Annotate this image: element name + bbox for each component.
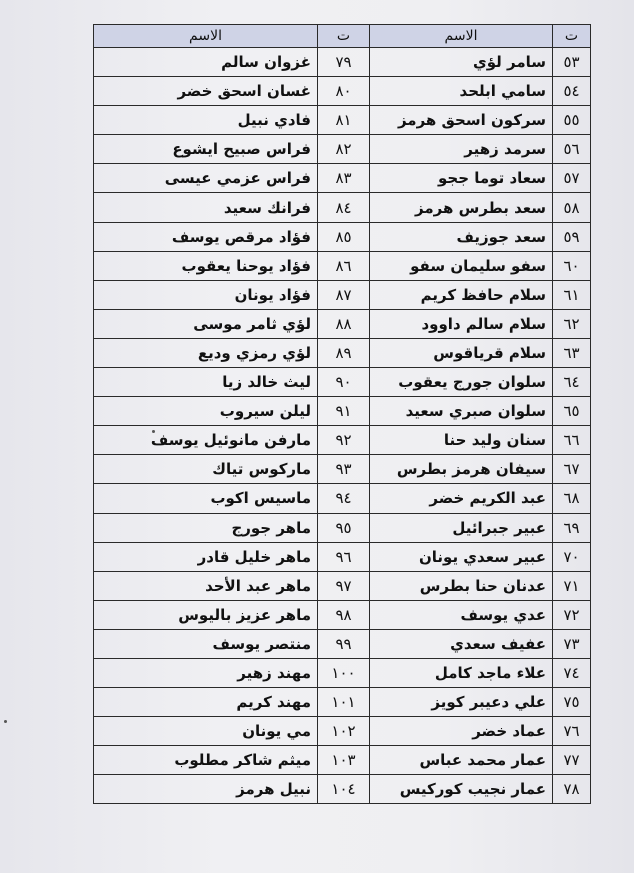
person-name: ماسيس اكوب <box>94 484 318 513</box>
person-name: سلوان جورج يعقوب <box>370 368 553 397</box>
person-name: غسان اسحق خضر <box>94 77 318 106</box>
row-number: ٨٥ <box>318 222 370 251</box>
table-row <box>94 368 591 397</box>
row-number: ٧٣ <box>553 629 591 658</box>
row-number: ١٠٢ <box>318 717 370 746</box>
person-name: سركون اسحق هرمز <box>370 106 553 135</box>
row-number: ١٠١ <box>318 688 370 717</box>
person-name: عفيف سعدي <box>370 629 553 658</box>
table-row <box>94 688 591 717</box>
row-number: ٩٨ <box>318 600 370 629</box>
person-name: سرمد زهير <box>370 135 553 164</box>
table-row <box>94 222 591 251</box>
table-row <box>94 338 591 367</box>
table-row <box>94 455 591 484</box>
row-number: ٧٦ <box>553 717 591 746</box>
row-number: ٦٠ <box>553 251 591 280</box>
person-name: علاء ماجد كامل <box>370 658 553 687</box>
row-number: ٧٩ <box>318 48 370 77</box>
person-name: سلام سالم داوود <box>370 309 553 338</box>
person-name: غزوان سالم <box>94 48 318 77</box>
person-name: سلوان صبري سعيد <box>370 397 553 426</box>
table-row <box>94 135 591 164</box>
table-row <box>94 775 591 804</box>
header-name: الاسم <box>370 25 553 48</box>
table-row <box>94 309 591 338</box>
person-name: عدنان حنا بطرس <box>370 571 553 600</box>
table-row <box>94 658 591 687</box>
row-number: ٦٩ <box>553 513 591 542</box>
person-name: فؤاد يونان <box>94 280 318 309</box>
row-number: ٥٥ <box>553 106 591 135</box>
person-name: لؤي ثامر موسى <box>94 309 318 338</box>
names-table <box>93 24 591 804</box>
row-number: ٥٤ <box>553 77 591 106</box>
row-number: ٦٥ <box>553 397 591 426</box>
person-name: مي يونان <box>94 717 318 746</box>
table-row <box>94 280 591 309</box>
row-number: ٨٦ <box>318 251 370 280</box>
row-number: ٦٨ <box>553 484 591 513</box>
person-name: علي دعيبر كويز <box>370 688 553 717</box>
row-number: ٦٣ <box>553 338 591 367</box>
row-number: ٧٠ <box>553 542 591 571</box>
person-name: فرانك سعيد <box>94 193 318 222</box>
row-number: ٧٢ <box>553 600 591 629</box>
person-name: سعاد توما ججو <box>370 164 553 193</box>
row-number: ٧٥ <box>553 688 591 717</box>
row-number: ٩٥ <box>318 513 370 542</box>
row-number: ٥٩ <box>553 222 591 251</box>
table-row <box>94 717 591 746</box>
table-row <box>94 746 591 775</box>
row-number: ٩٣ <box>318 455 370 484</box>
person-name: عمار نجيب كوركيس <box>370 775 553 804</box>
header-number: ت <box>318 25 370 48</box>
person-name: سيفان هرمز بطرس <box>370 455 553 484</box>
person-name: مهند زهير <box>94 658 318 687</box>
table-row <box>94 571 591 600</box>
table-row <box>94 513 591 542</box>
header-name: الاسم <box>94 25 318 48</box>
person-name: سنان وليد حنا <box>370 426 553 455</box>
person-name: سفو سليمان سفو <box>370 251 553 280</box>
table-row <box>94 77 591 106</box>
row-number: ٥٣ <box>553 48 591 77</box>
person-name: ماهر عزيز باليوس <box>94 600 318 629</box>
speck-mark <box>4 720 7 723</box>
table-row <box>94 48 591 77</box>
row-number: ٨٣ <box>318 164 370 193</box>
person-name: ماهر جورج <box>94 513 318 542</box>
person-name: ليلن سيروب <box>94 397 318 426</box>
row-number: ٧٤ <box>553 658 591 687</box>
person-name: فراس عزمي عيسى <box>94 164 318 193</box>
row-number: ٨٤ <box>318 193 370 222</box>
person-name: عمار محمد عباس <box>370 746 553 775</box>
row-number: ٦٢ <box>553 309 591 338</box>
person-name: عبير جبرائيل <box>370 513 553 542</box>
row-number: ٥٨ <box>553 193 591 222</box>
row-number: ٨٧ <box>318 280 370 309</box>
row-number: ٩١ <box>318 397 370 426</box>
person-name: سلام حافظ كريم <box>370 280 553 309</box>
row-number: ٦٦ <box>553 426 591 455</box>
table-row <box>94 542 591 571</box>
row-number: ٨١ <box>318 106 370 135</box>
row-number: ٨٨ <box>318 309 370 338</box>
row-number: ١٠٤ <box>318 775 370 804</box>
person-name: ليث خالد زيا <box>94 368 318 397</box>
table-row <box>94 600 591 629</box>
person-name: ميثم شاكر مطلوب <box>94 746 318 775</box>
person-name: فادي نبيل <box>94 106 318 135</box>
person-name: عبير سعدي يونان <box>370 542 553 571</box>
person-name: ماهر خليل قادر <box>94 542 318 571</box>
table-row <box>94 193 591 222</box>
person-name: فراس صبيح ايشوع <box>94 135 318 164</box>
header-number: ت <box>553 25 591 48</box>
row-number: ٩٧ <box>318 571 370 600</box>
table-header-row <box>94 25 591 48</box>
row-number: ٧٧ <box>553 746 591 775</box>
row-number: ٩٩ <box>318 629 370 658</box>
row-number: ٨٩ <box>318 338 370 367</box>
row-number: ٨٢ <box>318 135 370 164</box>
table-row <box>94 426 591 455</box>
person-name: ماهر عبد الأحد <box>94 571 318 600</box>
person-name: لؤي رمزي وديع <box>94 338 318 367</box>
row-number: ٨٠ <box>318 77 370 106</box>
person-name: فؤاد يوحنا يعقوب <box>94 251 318 280</box>
person-name: سلام قرياقوس <box>370 338 553 367</box>
person-name: سعد جوزيف <box>370 222 553 251</box>
person-name: ماركوس تياك <box>94 455 318 484</box>
person-name: منتصر يوسف <box>94 629 318 658</box>
table-row <box>94 397 591 426</box>
table-row <box>94 164 591 193</box>
person-name: سامي ابلحد <box>370 77 553 106</box>
person-name: نبيل هرمز <box>94 775 318 804</box>
row-number: ٦٧ <box>553 455 591 484</box>
person-name: مهند كريم <box>94 688 318 717</box>
row-number: ٩٦ <box>318 542 370 571</box>
person-name: عماد خضر <box>370 717 553 746</box>
row-number: ٥٧ <box>553 164 591 193</box>
person-name: مارفن مانوئيل يوسف <box>94 426 318 455</box>
person-name: عبد الكريم خضر <box>370 484 553 513</box>
table-row <box>94 484 591 513</box>
row-number: ١٠٣ <box>318 746 370 775</box>
row-number: ٦٤ <box>553 368 591 397</box>
person-name: فؤاد مرقص يوسف <box>94 222 318 251</box>
table-row <box>94 106 591 135</box>
row-number: ٩٤ <box>318 484 370 513</box>
row-number: ٧١ <box>553 571 591 600</box>
row-number: ٩٠ <box>318 368 370 397</box>
table-row <box>94 251 591 280</box>
person-name: سامر لؤي <box>370 48 553 77</box>
person-name: سعد بطرس هرمز <box>370 193 553 222</box>
row-number: ٥٦ <box>553 135 591 164</box>
row-number: ٦١ <box>553 280 591 309</box>
table-row <box>94 629 591 658</box>
row-number: ١٠٠ <box>318 658 370 687</box>
person-name: عدي يوسف <box>370 600 553 629</box>
row-number: ٧٨ <box>553 775 591 804</box>
row-number: ٩٢ <box>318 426 370 455</box>
